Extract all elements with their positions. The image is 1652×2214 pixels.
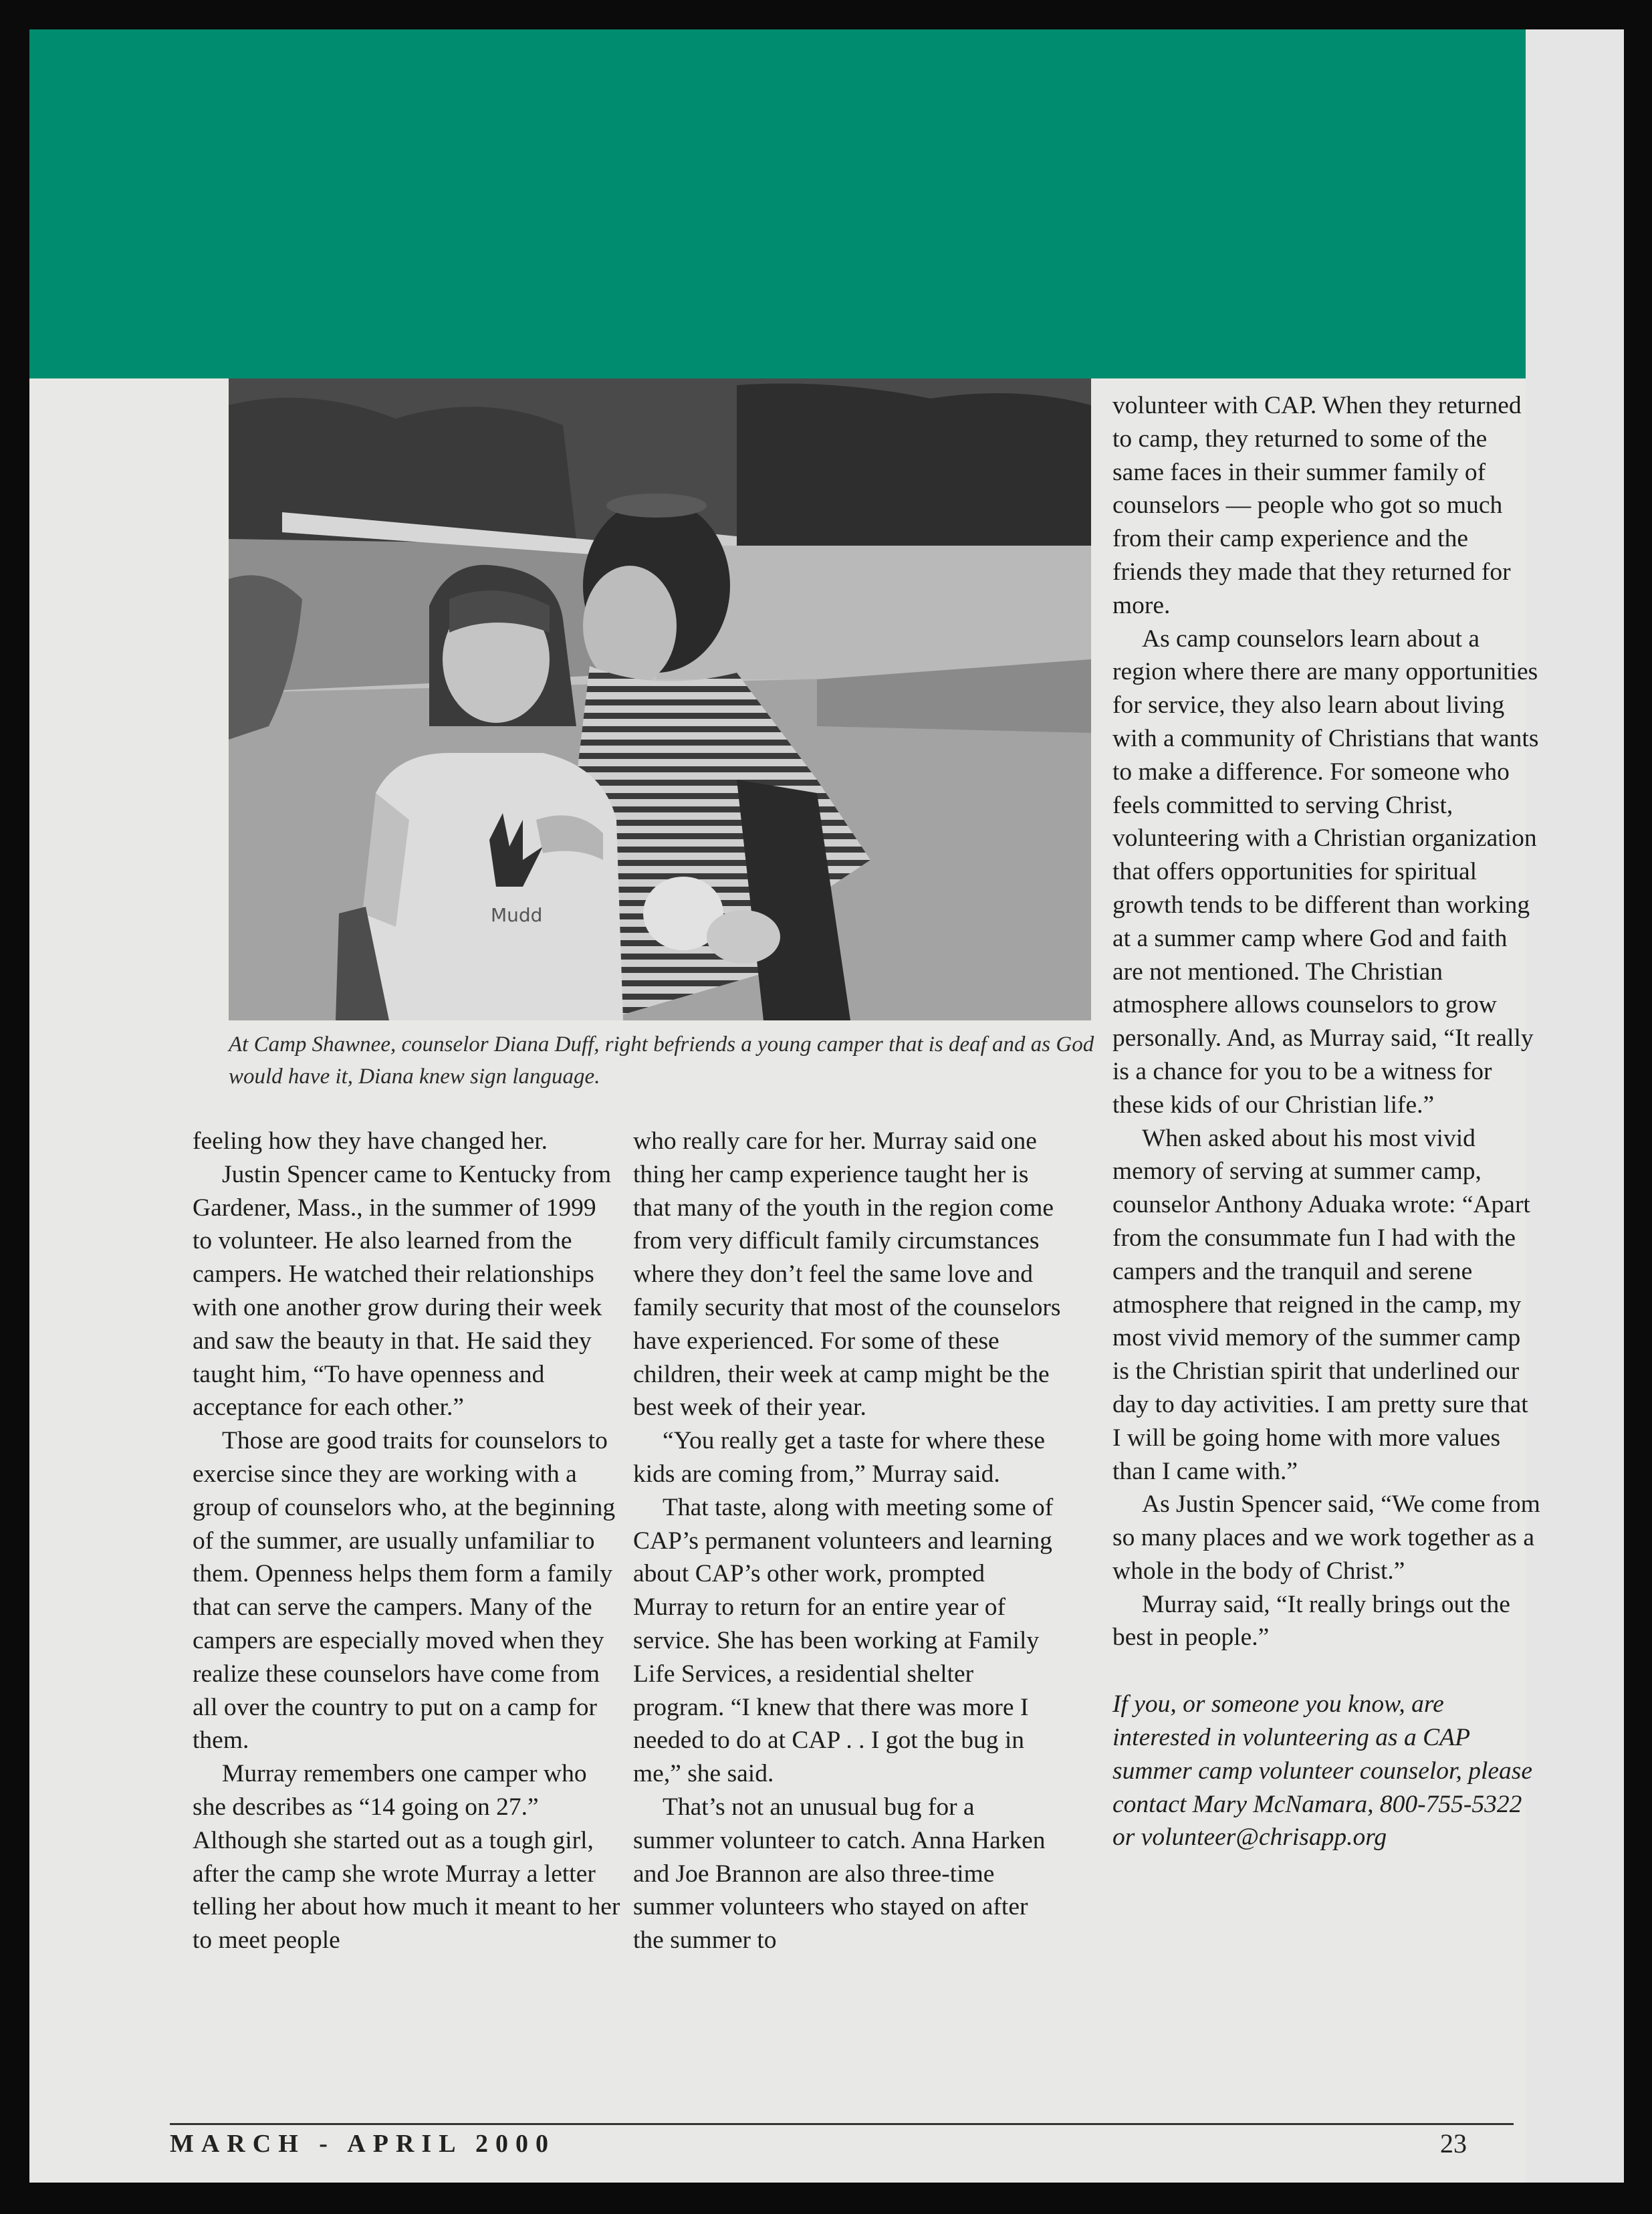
paragraph: As Justin Spencer said, “We come from so many places and we work together as a whole in the body of Christ.” bbox=[1112, 1490, 1540, 1585]
paragraph: That taste, along with meeting some of CAP’s permanent volunteers and learning about CAP’s other work, prompted Murray to return for an entire year of service. She has been working at Family Life Services, a residential shelter program. “I knew that there was more I needed to do at CAP . . I got the bug in me,” she said. bbox=[633, 1493, 1054, 1788]
paragraph: Those are good traits for counselors to exercise since they are working with a group of counselors who, at the beginning of the summer, are usually unfamiliar to them. Openness helps them form a family that can serve the campers. Many of the campers are especially moved when they realize these counselors have come from all over the country to put on a camp for them. bbox=[193, 1427, 616, 1755]
page-edge-strip bbox=[1526, 29, 1624, 2183]
paragraph: who really care for her. Murray said one thing her camp experience taught her is that many of the youth in the region come from very difficult family circumstances where they don’t feel the same love and family security that most of the counselors have experienced. For some of these children, their week at camp might be the best week of their year. bbox=[633, 1127, 1061, 1422]
paragraph: feeling how they have changed her. bbox=[193, 1127, 548, 1155]
paragraph: That’s not an unusual bug for a summer volunteer to catch. Anna Harken and Joe Brannon are also three-time summer volunteers who stayed on after the summer to bbox=[633, 1793, 1046, 1955]
page-number: 23 bbox=[1440, 2128, 1467, 2158]
shirt-text: Mudd bbox=[491, 904, 543, 926]
magazine-page bbox=[29, 29, 1624, 2183]
header-color-band bbox=[29, 29, 1526, 378]
paragraph: When asked about his most vivid memory of serving at summer camp, counselor Anthony Aduaka wrote: “Apart from the consummate fun I had with the campers and the tranquil and serene atmosphere that reigned in the camp, my most vivid memory of the summer camp is the Christian spirit that underlined our day to day activities. I am pretty sure that I will be going home with more values than I came with.” bbox=[1112, 1124, 1530, 1485]
paragraph: volunteer with CAP. When they returned to camp, they returned to some of the same faces in their summer family of counselors — people who got so much from their camp experience and the friends they made that they returned for more. bbox=[1112, 392, 1522, 619]
photo-caption: At Camp Shawnee, counselor Diana Duff, right befriends a young camper that is deaf and as God would have it, Diana knew sign language. bbox=[229, 1032, 1094, 1089]
paragraph: Murray said, “It really brings out the best in people.” bbox=[1112, 1590, 1510, 1652]
article-column-3 bbox=[1112, 389, 1540, 1854]
volunteer-contact-note: If you, or someone you know, are interested in volunteering as a CAP summer camp volunteer counselor, please contact Mary McNamara, 800-755-5322 or volunteer@chrisapp.org bbox=[1112, 1690, 1532, 1852]
paragraph: As camp counselors learn about a region where there are many opportunities for service, they also learn about living with a community of Christians that wants to make a difference. For someone who feels committed to serving Christ, volunteering with a Christian organization that offers opportunities for spiritual growth tends to be different than working at a summer camp where God and faith are not mentioned. The Christian atmosphere allows counselors to grow personally. And, as Murray said, “It really is a chance for you to be a witness for these kids of our Christian life.” bbox=[1112, 625, 1539, 1119]
article-column-2 bbox=[633, 1125, 1061, 1957]
paragraph: “You really get a taste for where these kids are coming from,” Murray said. bbox=[633, 1427, 1046, 1488]
paragraph: Justin Spencer came to Kentucky from Gardener, Mass., in the summer of 1999 to volunteer. He also learned from the campers. He watched their relationships with one another grow during their week and saw the beauty in that. He said they taught him, “To have openness and acceptance for each other.” bbox=[193, 1160, 612, 1422]
article-column-1 bbox=[193, 1125, 620, 1957]
camp-photo-illustration bbox=[229, 378, 1091, 1020]
camp-photo bbox=[229, 378, 1091, 1020]
paragraph: Murray remembers one camper who she describes as “14 going on 27.” Although she started out as a tough girl, after the camp she wrote Murray a letter telling her about how much it meant to her to meet people bbox=[193, 1760, 620, 1955]
footer-rule bbox=[170, 2123, 1514, 2125]
issue-date: MARCH - APRIL 2000 bbox=[170, 2130, 556, 2158]
